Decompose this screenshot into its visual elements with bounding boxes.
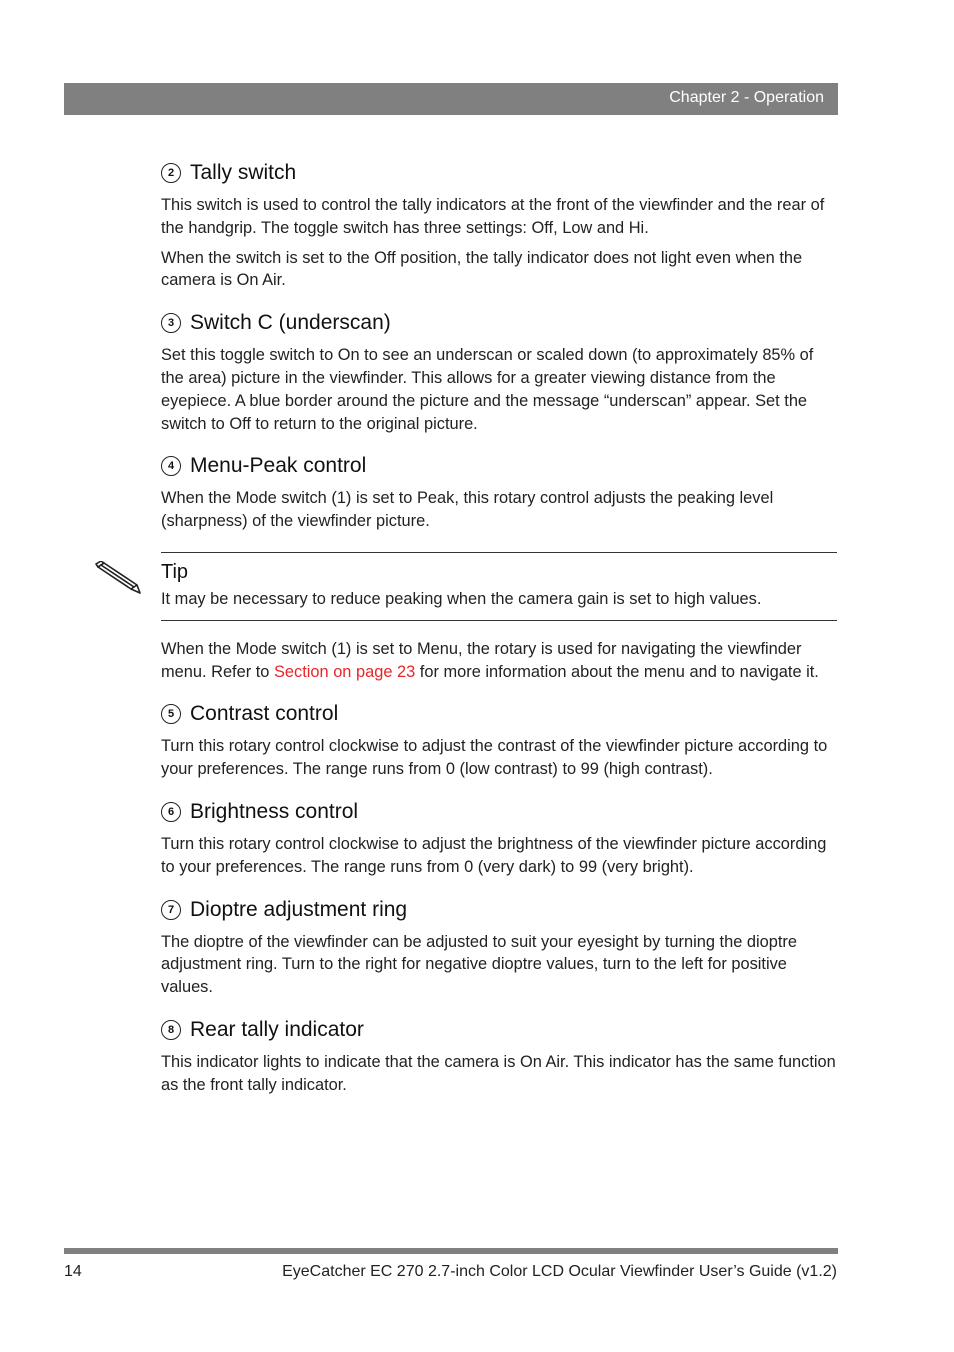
section-paragraph: Set this toggle switch to On to see an underscan or scaled down (to approximately 85% of the area) picture in the viewfinder. This allows for a greater viewing distance from the eyepiece. A blue border around the picture and the message “underscan” appear. Set the switch to Off to return to the original picture. xyxy=(161,346,814,433)
section-number-badge: 4 xyxy=(161,456,181,476)
section-number-badge: 8 xyxy=(161,1020,181,1040)
section-rear-tally xyxy=(161,1015,837,1097)
section-heading xyxy=(161,158,837,188)
footer-bar xyxy=(64,1248,838,1254)
section-contrast-control xyxy=(161,699,837,781)
page-content xyxy=(161,158,837,1104)
section-paragraph: When the Mode switch (1) is set to Peak, this rotary control adjusts the peaking level (sharpness) of the viewfinder picture. xyxy=(161,489,774,531)
pencil-icon xyxy=(95,561,141,595)
menu-paragraph: When the Mode switch (1) is set to Menu, the rotary is used for navigating the viewfinder menu. Refer to Section on page 23 for more information about the menu and to navigate it. xyxy=(161,639,819,681)
section-paragraph: Turn this rotary control clockwise to adjust the contrast of the viewfinder picture according to your preferences. The range runs from 0 (low contrast) to 99 (high contrast). xyxy=(161,737,828,779)
section-title: Tally switch xyxy=(190,161,297,184)
chapter-header-bar xyxy=(64,83,838,115)
section-heading xyxy=(161,1015,837,1045)
section-heading xyxy=(161,308,837,338)
section-heading xyxy=(161,699,837,729)
section-title: Contrast control xyxy=(190,702,339,726)
section-paragraph: This indicator lights to indicate that the camera is On Air. This indicator has the same function as the front tally indicator. xyxy=(161,1052,836,1094)
chapter-title: Chapter 2 - Operation xyxy=(669,89,824,106)
section-paragraph: The dioptre of the viewfinder can be adjusted to suit your eyesight by turning the dioptre adjustment ring. Turn to the right for negative dioptre values, turn to the left for positive values. xyxy=(161,932,797,997)
section-title: Brightness control xyxy=(190,799,359,823)
section-menu-peak xyxy=(161,451,837,533)
tip-box xyxy=(161,552,837,621)
tip-title: Tip xyxy=(161,560,189,583)
page-number: 14 xyxy=(64,1263,82,1280)
section-title: Dioptre adjustment ring xyxy=(190,897,408,921)
section-title: Rear tally indicator xyxy=(190,1017,364,1041)
section-number-badge: 3 xyxy=(161,313,181,333)
document-title: EyeCatcher EC 270 2.7-inch Color LCD Ocular Viewfinder User’s Guide (v1.2) xyxy=(282,1263,837,1280)
section-title: Switch C (underscan) xyxy=(190,311,391,335)
section-number-badge: 5 xyxy=(161,704,181,724)
section-brightness-control xyxy=(161,797,837,879)
tip-text: It may be necessary to reduce peaking when the camera gain is set to high values. xyxy=(161,589,762,608)
section-number-badge: 7 xyxy=(161,900,181,920)
section-reference-link[interactable]: Section on page 23 xyxy=(273,662,416,681)
section-paragraph: Turn this rotary control clockwise to adjust the brightness of the viewfinder picture according to your preferences. The range runs from 0 (very dark) to 99 (very bright). xyxy=(161,834,827,876)
section-number-badge: 2 xyxy=(161,163,181,183)
section-tally-switch xyxy=(161,158,837,292)
section-paragraph: When the switch is set to the Off position, the tally indicator does not light even when the camera is On Air. xyxy=(161,248,803,290)
section-dioptre-ring xyxy=(161,895,837,999)
section-heading xyxy=(161,451,837,481)
section-title: Menu-Peak control xyxy=(190,454,367,478)
section-heading xyxy=(161,797,837,827)
section-number-badge: 6 xyxy=(161,802,181,822)
section-heading xyxy=(161,895,837,925)
section-switch-c xyxy=(161,308,837,435)
section-paragraph: This switch is used to control the tally indicators at the front of the viewfinder and the rear of the handgrip. The toggle switch has three settings: Off, Low and Hi. xyxy=(161,196,825,237)
